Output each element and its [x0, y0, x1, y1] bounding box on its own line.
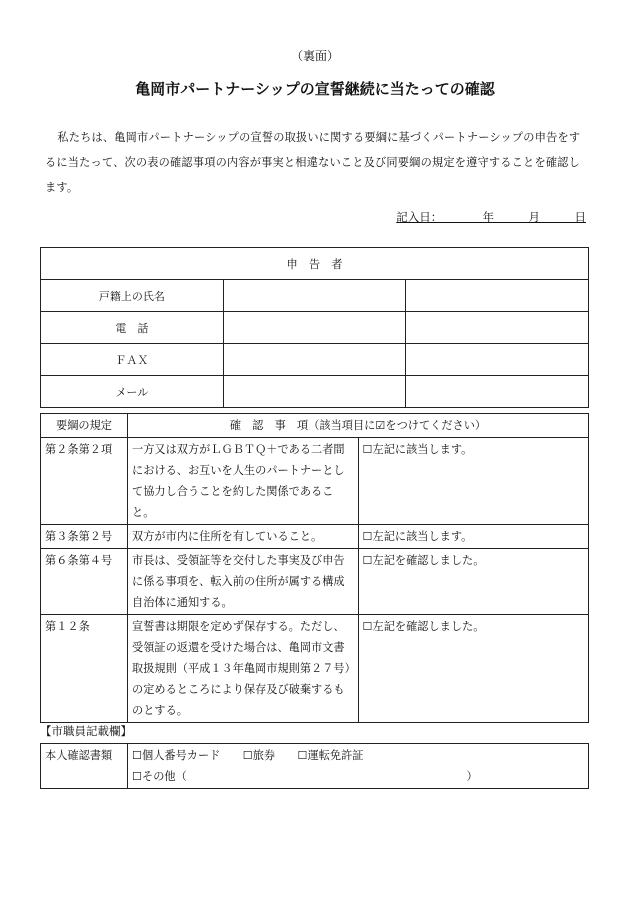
id-options-line-1[interactable]: ☐個人番号カード ☐旅券 ☐運転免許証 [132, 749, 364, 762]
table-row [41, 438, 589, 525]
table-row [41, 280, 589, 312]
table-row [41, 549, 589, 615]
back-side-label: （裏面） [290, 49, 339, 63]
confirmation-header: 確 認 事 項（該当項目に☑をつけてください） [128, 414, 589, 438]
phone-label: 電 話 [41, 312, 224, 344]
fax-field-1[interactable] [223, 344, 406, 376]
email-field-1[interactable] [223, 376, 406, 408]
name-field-1[interactable] [223, 280, 406, 312]
phone-field-2[interactable] [406, 312, 589, 344]
checkbox-cell[interactable]: ☐左記に該当します。 [358, 438, 589, 525]
email-label: メール [41, 376, 224, 408]
table-row [41, 344, 589, 376]
article-header: 要綱の規定 [41, 414, 128, 438]
staff-table [40, 743, 589, 789]
checkbox-cell[interactable]: ☐左記に該当します。 [358, 525, 589, 549]
content-cell: 一方又は双方がＬＧＢＴＱ＋である二者間における、お互いを人生のパートナーとして協力し合うことを約した関係であること。 [128, 438, 359, 525]
page-title: 亀岡市パートナーシップの宣誓継続に当たっての確認 [135, 80, 495, 98]
date-entry-line[interactable]: 記入日： 年 月 日 [396, 210, 586, 224]
table-row [41, 615, 589, 723]
staff-section-heading: 【市職員記載欄】 [40, 724, 132, 738]
article-cell: 第３条第２号 [41, 525, 128, 549]
table-row [41, 312, 589, 344]
content-cell: 市長は、受領証等を交付した事実及び申告に係る事項を、転入前の住所が属する構成自治体に通知する。 [128, 549, 359, 615]
content-cell: 双方が市内に住所を有していること。 [128, 525, 359, 549]
id-document-options [128, 744, 589, 789]
declarant-header: 申 告 者 [41, 248, 589, 280]
fax-field-2[interactable] [406, 344, 589, 376]
content-cell: 宣誓書は期限を定めず保存する。ただし、受領証の返還を受けた場合は、亀岡市文書取扱規則（平成１３年亀岡市規則第２７号）の定めるところにより保存及び破棄するものとする。 [128, 615, 359, 723]
fax-label: ＦＡＸ [41, 344, 224, 376]
name-field-2[interactable] [406, 280, 589, 312]
article-cell: 第２条第２項 [41, 438, 128, 525]
id-document-label: 本人確認書類 [41, 744, 128, 789]
checkbox-cell[interactable]: ☐左記を確認しました。 [358, 615, 589, 723]
name-label: 戸籍上の氏名 [41, 280, 224, 312]
id-options-line-2[interactable]: ☐その他（ ） [132, 770, 478, 783]
email-field-2[interactable] [406, 376, 589, 408]
article-cell: 第６条第４号 [41, 549, 128, 615]
table-row [41, 525, 589, 549]
table-row [41, 376, 589, 408]
checkbox-cell[interactable]: ☐左記を確認しました。 [358, 549, 589, 615]
declarant-table [40, 247, 589, 408]
intro-paragraph: 私たちは、亀岡市パートナーシップの宣誓の取扱いに関する要綱に基づくパートナーシップの申告をするに当たって、次の表の確認事項の内容が事実と相違ないこと及び同要綱の規定を遵守することを確認します。 [45, 131, 581, 194]
confirmation-table [40, 413, 589, 723]
article-cell: 第１２条 [41, 615, 128, 723]
phone-field-1[interactable] [223, 312, 406, 344]
